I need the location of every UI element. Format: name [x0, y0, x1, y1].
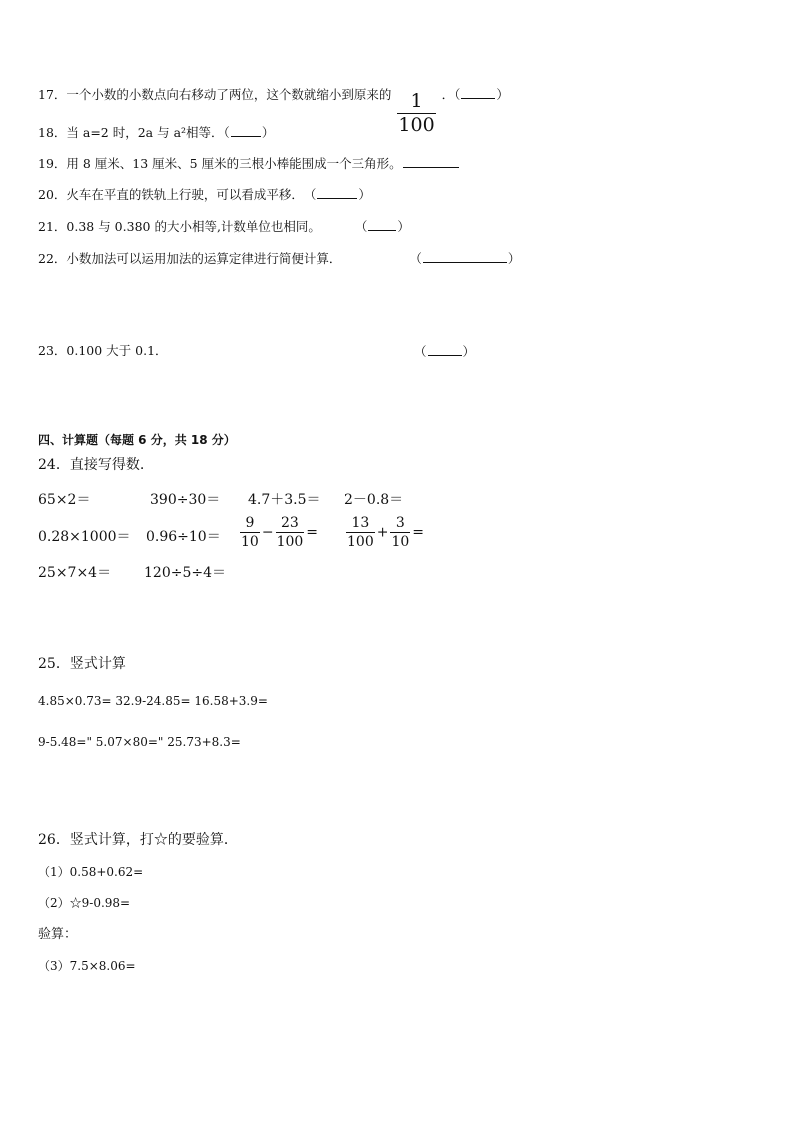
q24-item-6: 0.96÷10＝: [146, 529, 221, 545]
q18-paren-close: ）: [261, 125, 275, 140]
q17-answer-blank[interactable]: [461, 86, 495, 99]
question-23-answer: [414, 343, 475, 360]
fraction-numerator: 9: [245, 515, 255, 531]
fraction-denominator: 100: [347, 534, 374, 550]
section-4-heading: 四、计算题（每题 6 分，共 18 分）: [38, 433, 236, 447]
q26-item-3: （3）7.5×8.06=: [38, 959, 136, 973]
q22-paren-close: ）: [507, 251, 521, 266]
q24-fraction-9-10: [240, 516, 260, 549]
question-23: [38, 343, 168, 359]
equals-sign: =: [306, 524, 319, 541]
q24-item-8: 120÷5÷4＝: [144, 565, 226, 581]
question-20: [38, 186, 371, 203]
q24-fraction-23-100: [276, 516, 305, 549]
q24-fraction-expression-2: [344, 516, 424, 549]
q20-answer-blank[interactable]: [317, 186, 357, 199]
q25-line-2: 9-5.48=" 5.07×80=" 25.73+8.3=: [38, 735, 241, 749]
q19-text: 19．用 8 厘米、13 厘米、5 厘米的三根小棒能围成一个三角形。: [38, 156, 402, 171]
q21-paren-close: ）: [397, 219, 410, 234]
fraction-denominator: 10: [241, 534, 259, 550]
question-25-title: 25．竖式计算: [38, 656, 126, 672]
q20-text: 20．火车在平直的铁轨上行驶，可以看成平移． （: [38, 187, 317, 202]
question-21: [38, 218, 410, 235]
q23-answer-blank[interactable]: [428, 343, 462, 356]
fraction-denominator: 100: [276, 534, 304, 550]
q24-item-1: 65×2＝: [38, 492, 91, 508]
q23-paren-open: （: [414, 344, 427, 359]
q18-answer-blank[interactable]: [231, 124, 261, 137]
question-19: [38, 155, 460, 172]
q24-item-4: 2－0.8＝: [344, 492, 404, 508]
q25-line-1: 4.85×0.73= 32.9-24.85= 16.58+3.9=: [38, 694, 268, 708]
q24-item-3: 4.7＋3.5＝: [248, 492, 321, 508]
minus-sign: −: [261, 524, 274, 541]
q23-text: 23．0.100 大于 0.1．: [38, 343, 168, 358]
q22-answer-blank[interactable]: [423, 250, 507, 263]
question-26-title: 26．竖式计算，打☆的要验算．: [38, 832, 238, 848]
equals-sign: =: [412, 524, 425, 541]
q26-item-1: （1）0.58+0.62=: [38, 865, 144, 879]
fraction-numerator: 3: [395, 515, 405, 531]
q17-text: 17．一个小数的小数点向右移动了两位，这个数就缩小到原来的: [38, 87, 392, 102]
fraction-numerator: 23: [281, 515, 299, 531]
q17-fraction: [397, 92, 435, 135]
plus-sign: +: [376, 524, 389, 541]
q17-fraction-denominator: 100: [398, 114, 435, 136]
fraction-denominator: 10: [391, 534, 410, 550]
q17-fraction-numerator: 1: [410, 90, 423, 112]
q17-paren-close: ）: [496, 87, 509, 102]
q21-text: 21．0.38 与 0.380 的大小相等,计数单位也相同。: [38, 219, 321, 234]
q26-item-2: （2）☆9-0.98=: [38, 896, 131, 910]
q21-paren-open: （: [354, 219, 368, 234]
q24-fraction-3-10: [390, 516, 410, 549]
q18-text: 18．当 a=2 时，2a 与 a²相等．（: [38, 125, 230, 140]
question-24-title: 24．直接写得数.: [38, 457, 145, 473]
q26-check-label: 验算：: [38, 927, 78, 942]
q22-text: 22．小数加法可以运用加法的运算定律进行简便计算．: [38, 251, 342, 266]
question-22: [38, 250, 520, 267]
q23-paren-close: ）: [462, 344, 476, 359]
q24-item-7: 25×7×4＝: [38, 565, 112, 581]
q19-answer-blank[interactable]: [403, 155, 459, 168]
q21-answer-blank[interactable]: [368, 218, 396, 231]
q24-item-5: 0.28×1000＝: [38, 529, 131, 545]
q24-fraction-13-100: [346, 516, 375, 549]
q20-paren-close: ）: [358, 187, 371, 202]
q24-fraction-expression-1: [238, 516, 318, 549]
q17-paren-open: ．（: [441, 87, 461, 102]
q22-paren-open: （: [409, 251, 422, 266]
fraction-numerator: 13: [351, 515, 370, 531]
q24-item-2: 390÷30＝: [150, 492, 221, 508]
question-18: [38, 124, 274, 141]
